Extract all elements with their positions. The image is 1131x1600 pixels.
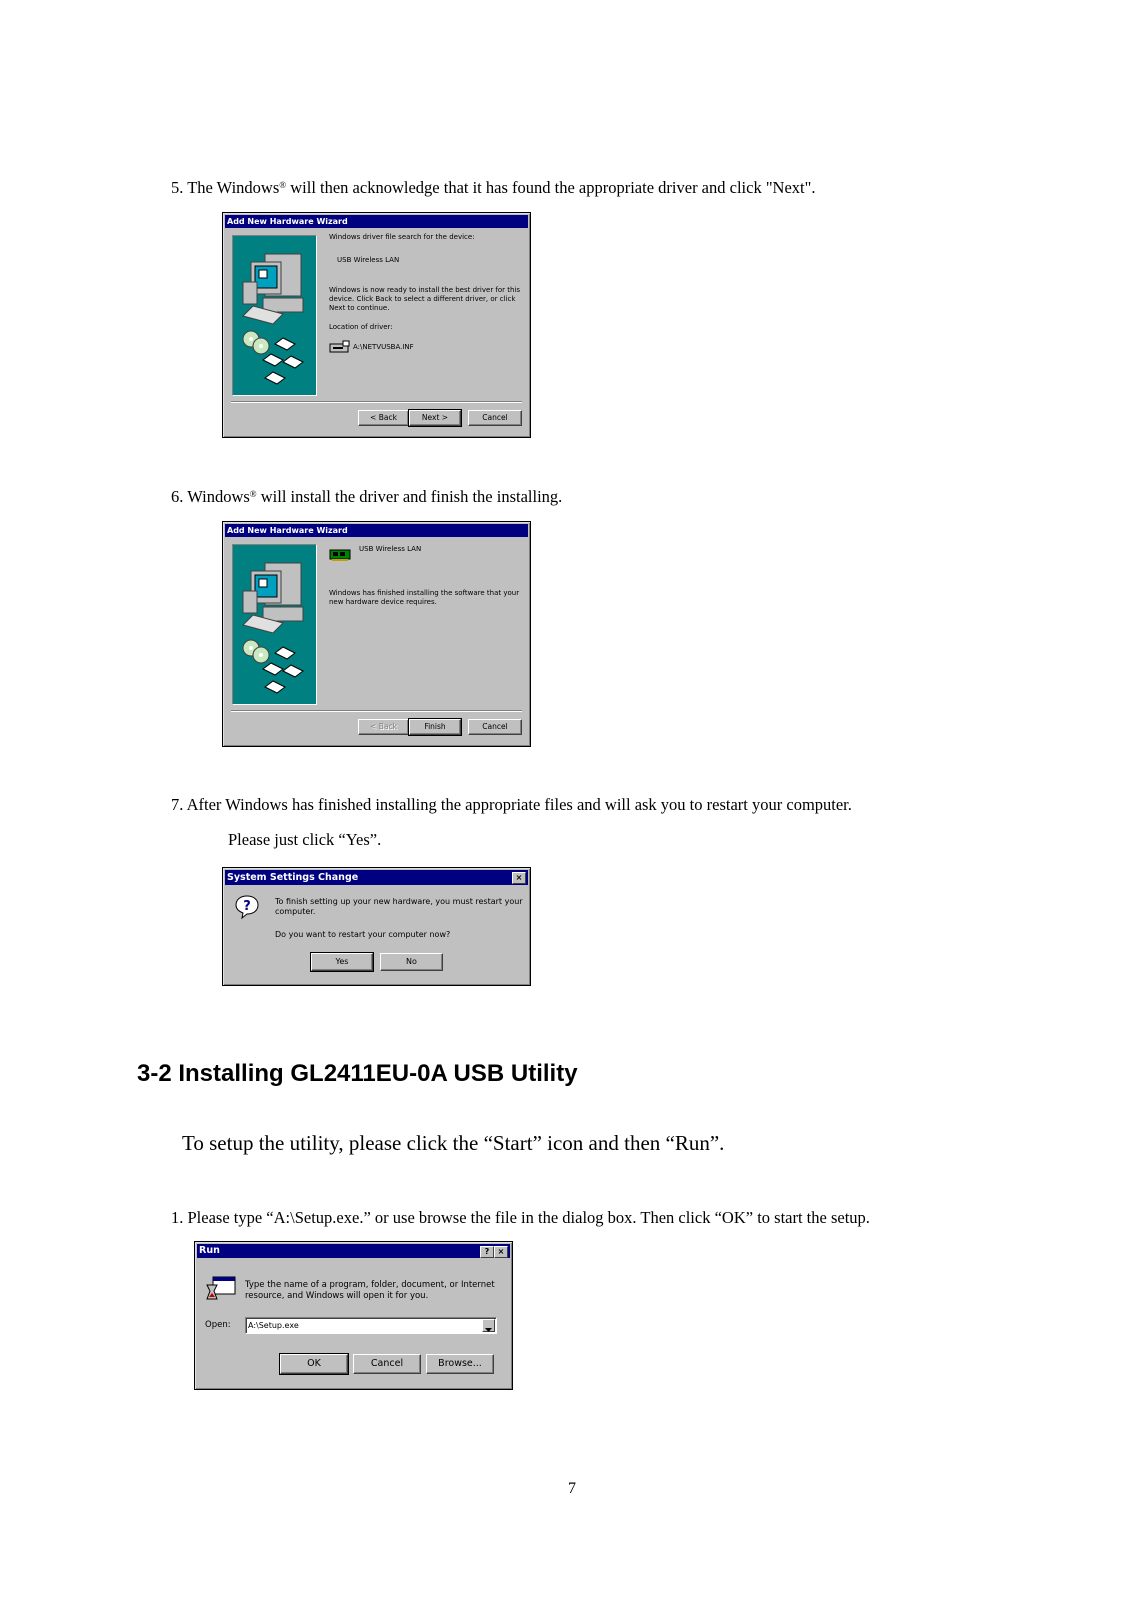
intro-text: To setup the utility, please click the “Start” icon and then “Run”.	[182, 1131, 725, 1155]
ready-message: Windows is now ready to install the best driver for this device. Click Back to select a different driver, or click Next to continue.	[329, 286, 521, 312]
cancel-button[interactable]: Cancel	[468, 719, 522, 735]
finished-message: Windows has finished installing the software that your new hardware device requires.	[329, 589, 520, 606]
device-name: USB Wireless LAN	[359, 545, 422, 553]
wizard-illustration	[232, 544, 317, 705]
close-icon[interactable]: ×	[494, 1246, 508, 1258]
restart-message: To finish setting up your new hardware, you must restart your computer.	[275, 897, 523, 916]
floppy-drive-icon	[329, 339, 351, 353]
finish-button[interactable]: Finish	[409, 719, 461, 735]
step7-line2: Please just click “Yes”.	[228, 830, 382, 849]
location-label: Location of driver:	[329, 323, 393, 331]
add-hardware-wizard-dialog	[222, 212, 531, 438]
cancel-button[interactable]: Cancel	[468, 410, 522, 426]
device-name: USB Wireless LAN	[337, 256, 400, 264]
open-label: Open:	[205, 1320, 231, 1330]
step6-text: 6. Windows® will install the driver and finish the installing.	[171, 487, 563, 506]
dialog-title: System Settings Change	[227, 872, 359, 883]
step5-text: 5. The Windows® will then acknowledge that it has found the appropriate driver and click "Next".	[171, 178, 816, 197]
system-settings-change-dialog	[222, 867, 531, 986]
close-icon[interactable]: ×	[512, 872, 526, 884]
run-instructions: Type the name of a program, folder, document, or Internet resource, and Windows will open it for you.	[245, 1280, 495, 1301]
section-heading: 3-2 Installing GL2411EU-0A USB Utility	[137, 1060, 578, 1087]
computer-cd-icon	[233, 545, 316, 704]
help-icon[interactable]: ?	[480, 1246, 494, 1258]
driver-path: A:\NETVUSBA.INF	[353, 343, 414, 351]
back-button[interactable]: < Back	[358, 410, 409, 426]
dropdown-arrow-icon[interactable]	[482, 1319, 495, 1332]
back-button[interactable]: < Back	[358, 719, 409, 735]
question-icon	[234, 894, 260, 920]
step1-text: 1. Please type “A:\Setup.exe.” or use browse the file in the dialog box. Then click “OK” to start the setup.	[171, 1208, 870, 1227]
network-card-icon	[329, 547, 351, 561]
browse-button[interactable]: Browse...	[426, 1354, 494, 1374]
computer-cd-icon	[233, 236, 316, 395]
search-label: Windows driver file search for the device:	[329, 233, 475, 241]
no-button[interactable]: No	[380, 953, 443, 971]
dialog-titlebar	[197, 1244, 510, 1258]
open-combobox[interactable]	[245, 1317, 497, 1334]
dialog-title: Run	[199, 1245, 220, 1256]
wizard-illustration	[232, 235, 317, 396]
next-button[interactable]: Next >	[409, 410, 461, 426]
dialog-titlebar: Add New Hardware Wizard	[225, 524, 528, 537]
dialog-titlebar	[225, 870, 528, 885]
run-program-icon	[205, 1275, 237, 1303]
separator	[231, 710, 522, 712]
restart-question: Do you want to restart your computer now?	[275, 930, 451, 939]
svg-text:?: ?	[243, 899, 251, 914]
dialog-titlebar: Add New Hardware Wizard	[225, 215, 528, 228]
page-number: 7	[568, 1480, 576, 1497]
yes-button[interactable]: Yes	[311, 953, 373, 971]
separator	[231, 401, 522, 403]
ok-button[interactable]: OK	[280, 1354, 348, 1374]
run-dialog	[194, 1241, 513, 1390]
cancel-button[interactable]: Cancel	[353, 1354, 421, 1374]
step7-line1: 7. After Windows has finished installing the appropriate files and will ask you to restart your computer.	[171, 795, 852, 814]
add-hardware-finish-dialog	[222, 521, 531, 747]
open-input[interactable]: A:\Setup.exe	[248, 1321, 299, 1330]
